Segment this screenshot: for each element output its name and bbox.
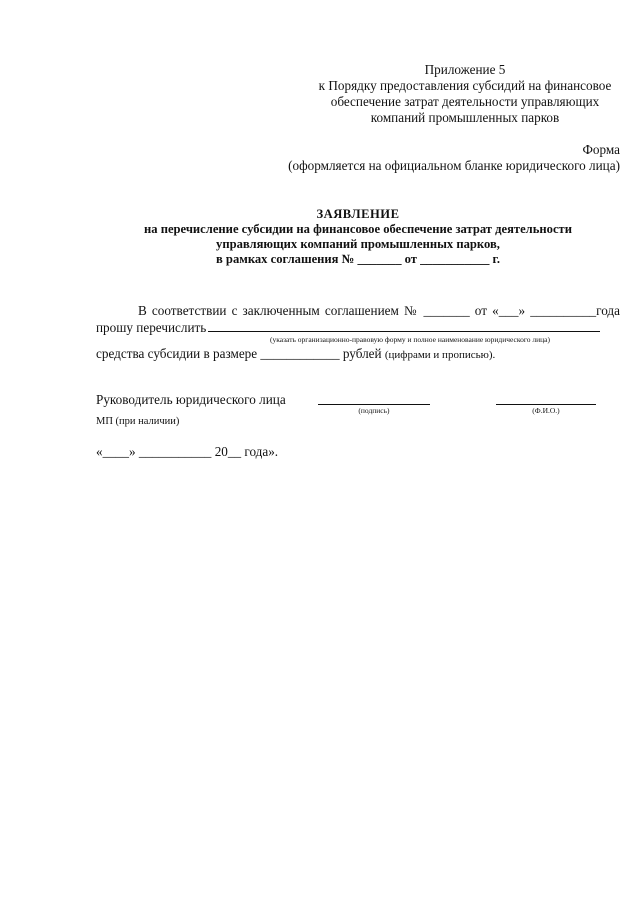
appendix-line: к Порядку предоставления субсидий на финансовое xyxy=(318,78,612,93)
body-paragraph-amount xyxy=(96,346,620,363)
appendix-line: обеспечение затрат деятельности управляющих xyxy=(330,94,600,109)
body-paragraph-request xyxy=(96,320,620,336)
organization-fill-line xyxy=(208,321,600,332)
appendix-header xyxy=(310,62,620,126)
title-main: ЗАЯВЛЕНИЕ xyxy=(316,207,400,221)
amount-note: (цифрами и прописью). xyxy=(384,349,496,361)
appendix-line: Приложение 5 xyxy=(424,62,506,77)
form-note: (оформляется на официальном бланке юридического лица) xyxy=(288,158,620,173)
title-line: в рамках соглашения № _______ от ___________ г. xyxy=(215,252,501,266)
document-title xyxy=(96,207,620,267)
stamp-label: МП (при наличии) xyxy=(96,416,180,427)
title-line: на перечисление субсидии на финансовое обеспечение затрат деятельности xyxy=(144,222,572,236)
appendix-line: компаний промышленных парков xyxy=(370,110,560,125)
name-hint: (Ф.И.О.) xyxy=(532,406,560,415)
signature-label: Руководитель юридического лица xyxy=(96,392,286,407)
title-line: управляющих компаний промышленных парков, xyxy=(216,237,500,251)
form-label: Форма xyxy=(582,142,620,157)
body-paragraph-agreement xyxy=(96,303,620,319)
signature-hint: (подпись) xyxy=(358,406,390,415)
amount-text: средства субсидии в размере ____________ рублей xyxy=(96,346,382,361)
date-line: «____» ___________ 20__ года». xyxy=(96,444,279,459)
name-line xyxy=(496,404,596,405)
signature-line xyxy=(318,404,430,405)
agreement-text: В соответствии с заключенным соглашением № _______ от «___» __________года xyxy=(138,303,620,318)
request-text: прошу перечислить xyxy=(96,320,207,335)
organization-hint: (указать организационно-правовую форму и полное наименование юридического лица) xyxy=(269,335,550,344)
